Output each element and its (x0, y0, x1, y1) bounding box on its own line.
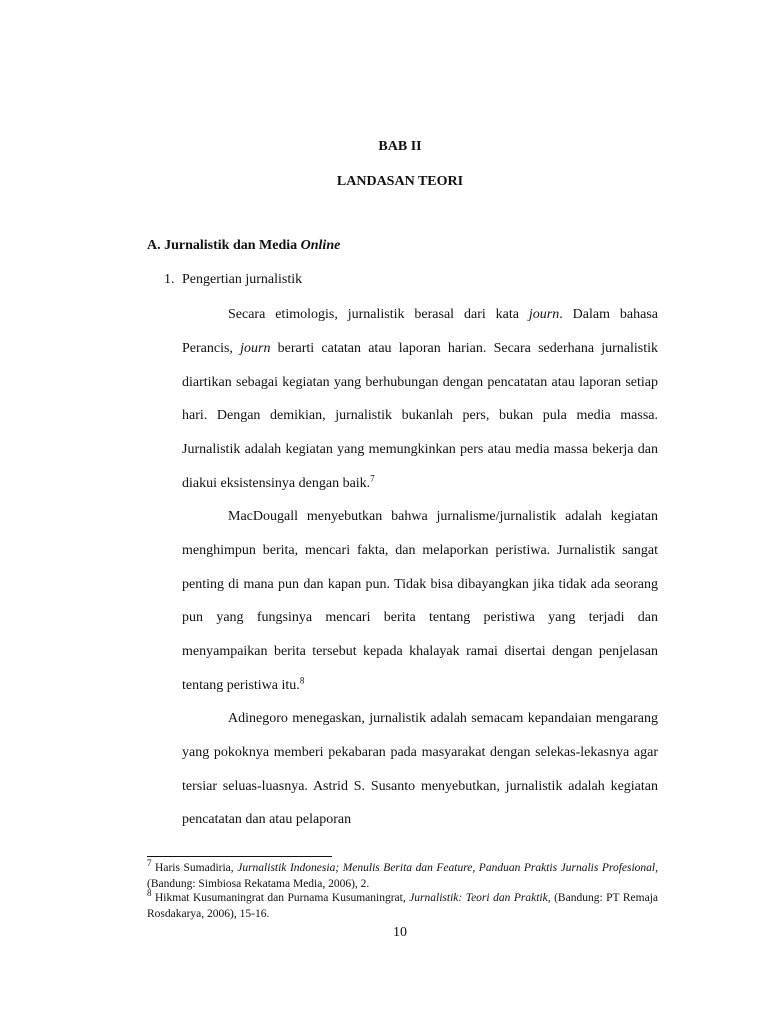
paragraph-text: Secara etimologis, jurnalistik berasal dari kata (228, 307, 529, 322)
paragraph-macdougall (182, 500, 658, 703)
chapter-number: BAB II (378, 139, 422, 154)
paragraph-text: berarti catatan atau laporan harian. Secara sederhana jurnalistik diartikan sebagai kegiatan yang berhubungan dengan pencatatan atau laporan setiap hari. Dengan demikian, jurnalistik bukanlah pers, bukan pula media massa. Jurnalistik adalah kegiatan yang memungkinkan pers atau media massa bekerja dan diakui eksistensinya dengan baik. (182, 340, 658, 491)
footnote-text: (Bandung: PT Remaja Rosdakarya, 2006), 15-16. (147, 892, 658, 920)
paragraph-text: MacDougall menyebutkan bahwa jurnalisme/jurnalistik adalah kegiatan menghimpun berita, mencari fakta, dan melaporkan peristiwa. Jurnalistik sangat penting di mana pun dan kapan pun. Tidak bisa dibayangkan jika tidak ada seorang pun yang fungsinya mencari berita tentang peristiwa yang terjadi dan menyampaikan berita tersebut kepada khalayak ramai disertai dengan penjelasan tentang peristiwa itu. (182, 509, 658, 693)
subsection-number: 1. (164, 272, 175, 287)
section-heading (147, 238, 340, 254)
footnote-text: (Bandung: Simbiosa Rekatama Media, 2006), 2. (147, 877, 370, 890)
footnote-text: Haris Sumadiria, (151, 862, 238, 874)
subsection-title: Pengertian jurnalistik (182, 272, 303, 287)
footnote-separator (147, 856, 332, 857)
footnote-mark: 7 (147, 858, 152, 869)
footnote-8 (147, 888, 658, 922)
paragraph-etymology (182, 298, 658, 501)
page-number: 10 (393, 925, 407, 940)
section-heading-italic: Online (300, 238, 341, 253)
footnote-reference[interactable]: 7 (370, 473, 375, 484)
footnote-title-italic: Jurnalistik Indonesia; Menulis Berita dan Feature, Panduan Praktis Jurnalis Profesional, (237, 862, 658, 874)
chapter-title: LANDASAN TEORI (336, 174, 464, 189)
subsection-heading (164, 272, 302, 288)
footnote-7 (147, 858, 658, 892)
paragraph-adinegoro (182, 702, 658, 837)
paragraph-text: Adinegoro menegaskan, jurnalistik adalah semacam kepandaian mengarang yang pokoknya memberi pekabaran pada masyarakat dengan selekas-lekasnya agar tersiar seluas-luasnya. Astrid S. Susanto menyebutkan, jurnalistik adalah kegiatan pencatatan dan atau pelaporan (182, 711, 658, 828)
footnote-text: Hikmat Kusumaningrat dan Purnama Kusumaningrat, (151, 892, 410, 904)
footnote-reference[interactable]: 8 (299, 675, 305, 686)
section-heading-label: A. Jurnalistik dan Media (147, 238, 301, 253)
paragraph-text: . Dalam bahasa Perancis, (182, 307, 658, 356)
paragraph-italic-term: journ (240, 340, 271, 356)
paragraph-italic-term: journ (528, 307, 560, 322)
footnote-title-italic: Jurnalistik: Teori dan Praktik, (409, 892, 551, 904)
footnote-mark: 8 (147, 888, 152, 899)
